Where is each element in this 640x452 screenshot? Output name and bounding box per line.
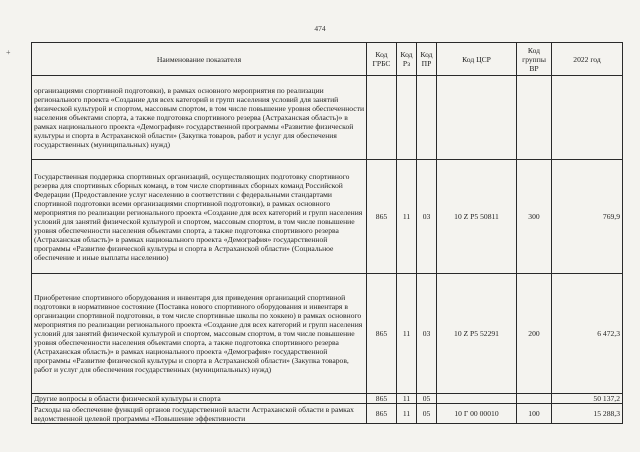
- row-amount: [552, 76, 623, 160]
- row-name: Другие вопросы в области физической культуры и спорта: [32, 394, 367, 404]
- row-amount: 50 137,2: [552, 394, 623, 404]
- margin-mark: +: [6, 48, 11, 57]
- row-rz: 11: [397, 394, 417, 404]
- row-csr: 10 Z P5 52291: [437, 274, 517, 394]
- row-name: организациями спортивной подготовки), в рамках основного мероприятия по реализации регионального проекта «Создание для всех категорий и групп населения условий для занятий физической культурой и спортом, массовым спортом, в том числе повышение уровня обеспеченности населения объектами спорта, а также подготовка спортивного резерва (Астраханская область)» в рамках национального проекта «Демография» государственной программы «Развитие физической культуры и спорта в Астраханской области» (Закупка товаров, работ и услуг для обеспечения государственных (муниципальных) нужд): [32, 76, 367, 160]
- row-name: Государственная поддержка спортивных организаций, осуществляющих подготовку спортивного резерва для спортивных сборных команд, в том числе спортивных сборных команд Российской Федерации (Предоставление услуг населению в соответствии с федеральными стандартами спортивной подготовки всеми организациями спортивной подготовки), в рамках основного мероприятия по реализации регионального проекта «Создание для всех категорий и групп населения условий для занятий физической культурой и спортом, массовым спортом, в том числе повышение уровня обеспеченности населения объектами спорта, а также подготовка спортивного резерва (Астраханская область)» в рамках национального проекта «Демография» государственной программы «Развитие физической культуры и спорта в Астраханской области» (Социальное обеспечение и иные выплаты населению): [32, 160, 367, 274]
- row-pr: 05: [417, 394, 437, 404]
- row-name: Приобретение спортивного оборудования и инвентаря для приведения организаций спортивной подготовки в нормативное состояние (Поставка нового спортивного оборудования и инвентаря в организации спортивной подготовки, в том числе спортивные школы по хоккею) в рамках основного мероприятия по реализации регионального проекта «Создание для всех категорий и групп населения условий для занятий физической культурой и спортом, массовым спортом, в том числе повышение уровня обеспеченности населения объектами спорта, а также подготовка спортивного резерва (Астраханская область)» в рамках национального проекта «Демография» государственной программы «Развитие физической культуры и спорта в Астраханской области» (Закупка товаров, работ и услуг для обеспечения государственных (муниципальных) нужд): [32, 274, 367, 394]
- budget-table: [31, 42, 623, 424]
- row-grbs: 865: [367, 274, 397, 394]
- row-csr: [437, 76, 517, 160]
- header-name: Наименование показателя: [32, 43, 367, 76]
- row-amount: 15 288,3: [552, 404, 623, 424]
- header-year: 2022 год: [552, 43, 623, 76]
- page-number: 474: [314, 24, 326, 33]
- row-amount: 769,9: [552, 160, 623, 274]
- table-row: [32, 274, 623, 394]
- header-vr: Код группы ВР: [517, 43, 552, 76]
- row-vr: 300: [517, 160, 552, 274]
- row-grbs: [367, 76, 397, 160]
- row-rz: 11: [397, 404, 417, 424]
- row-grbs: 865: [367, 394, 397, 404]
- row-grbs: 865: [367, 160, 397, 274]
- row-csr: 10 Z P5 50811: [437, 160, 517, 274]
- table-row: [32, 404, 623, 424]
- row-pr: 03: [417, 274, 437, 394]
- header-rz: Код Рз: [397, 43, 417, 76]
- row-pr: 03: [417, 160, 437, 274]
- row-amount: 6 472,3: [552, 274, 623, 394]
- row-rz: 11: [397, 274, 417, 394]
- row-rz: [397, 76, 417, 160]
- header-grbs: Код ГРБС: [367, 43, 397, 76]
- header-pr: Код ПР: [417, 43, 437, 76]
- row-vr: 200: [517, 274, 552, 394]
- table-row: [32, 394, 623, 404]
- table-row: [32, 76, 623, 160]
- row-vr: 100: [517, 404, 552, 424]
- row-csr: 10 Г 00 00010: [437, 404, 517, 424]
- row-pr: [417, 76, 437, 160]
- row-pr: 05: [417, 404, 437, 424]
- row-rz: 11: [397, 160, 417, 274]
- row-name: Расходы на обеспечение функций органов государственной власти Астраханской области в рамках ведомственной целевой программы «Повышение эффективности: [32, 404, 367, 424]
- row-vr: [517, 76, 552, 160]
- header-csr: Код ЦСР: [437, 43, 517, 76]
- table-row: [32, 160, 623, 274]
- row-grbs: 865: [367, 404, 397, 424]
- row-csr: [437, 394, 517, 404]
- table-header-row: [32, 43, 623, 76]
- row-vr: [517, 394, 552, 404]
